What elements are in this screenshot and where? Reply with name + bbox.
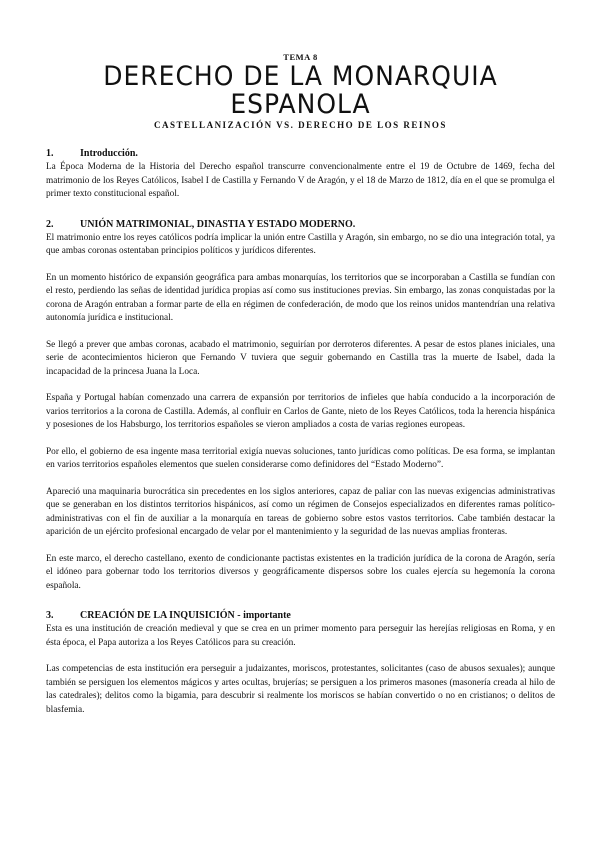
paragraph: La Época Moderna de la Historia del Derecho español transcurre convencionalmente entre el 19 de Octubre de 1469, fecha del matrimonio de los Reyes Católicos, Isabel I de Castilla y Fernando V de Aragón, y el 18 de Marzo de 1812, día en el que se promulga el primer texto constitucional español. bbox=[46, 162, 555, 199]
topic-label: TEMA 8 bbox=[283, 52, 318, 62]
document-subtitle: CASTELLANIZACIÓN VS. DERECHO DE LOS REINOS bbox=[154, 120, 447, 130]
paragraph: En este marco, el derecho castellano, exento de condicionante pactistas existentes en la tradición jurídica de la corona de Aragón, sería el idóneo para gobernar todo los territorios diversos y geográficamente dispersos sobre los cuales ejercía su hegemonía la corona española. bbox=[46, 553, 555, 591]
paragraph: Por ello, el gobierno de esa ingente masa territorial exigía nuevas soluciones, tanto jurídicas como políticas. De esa forma, se implantan en varios territorios españoles elementos que suelen considerarse como definidores del “Estado Moderno”. bbox=[46, 446, 555, 470]
paragraph: Esta es una institución de creación medieval y que se crea en un primer momento para perseguir las herejías religiosas en Roma, y en ésta época, el Papa autoriza a los Reyes Católicos para su creación. bbox=[46, 624, 555, 648]
paragraph: Las competencias de esta institución era perseguir a judaizantes, moriscos, protestantes, solicitantes (caso de abusos sexuales); aunque también se persiguen los elementos mágicos y artes ocultas, brujerías; se persiguen a los primeros masones (masonería creada al hilo de las catedrales); delitos como la bigamia, para descubrir si realmente los moriscos se habían convertido o no en cristianos; o delitos de blasfemia. bbox=[46, 664, 555, 715]
document-title: DERECHO DE LA MONARQUIA ESPANOLA bbox=[103, 60, 498, 120]
section-heading bbox=[46, 147, 555, 160]
paragraph: Apareció una maquinaria burocrática sin precedentes en los siglos anteriores, capaz de paliar con las nuevas exigencias administrativas que se generaban en los distintos territorios hispánicos, así como un régimen de Consejos especializados en diferentes ramas político-administrativas con el fin de auxiliar a la monarquía en tareas de gobierno sobre estos vastos territorios. Cabe también destacar la aparición de un ejército profesional encargado de velar por el mantenimiento y la seguridad de las nuevas amplias fronteras. bbox=[46, 486, 555, 537]
section-union-matrimonial bbox=[46, 218, 555, 594]
paragraph: España y Portugal habían comenzado una carrera de expansión por territorios de infieles que había conducido a la incorporación de varios territorios a la corona de Castilla. Además, al confluir en Carlos de Gante, nieto de los Reyes Católicos, toda la herencia hispánica y posesiones de los Habsburgo, los territorios españoles se vieron ampliados a costa de varias regiones europeas. bbox=[46, 393, 555, 430]
document-header bbox=[46, 0, 555, 131]
paragraph: En un momento histórico de expansión geográfica para ambas monarquías, los territorios que se incorporaban a Castilla se fundían con el resto, perdiendo las señas de identidad jurídica propias así como sus instituciones previas. Sin embargo, las zonas conquistadas por la corona de Aragón entraban a formar parte de ella en régimen de confederación, de modo que los reinos unidos mantendrían una relativa autonomía jurídica e institucional. bbox=[46, 272, 555, 323]
section-number: 3. bbox=[46, 610, 54, 621]
section-number: 1. bbox=[46, 148, 54, 159]
section-heading bbox=[46, 218, 555, 231]
paragraph: Se llegó a prever que ambas coronas, acabado el matrimonio, seguirían por derroteros diferentes. A pesar de estos planes iniciales, una serie de acontecimientos hicieron que Fernando V tuviera que seguir gobernando en Castilla tras la muerte de Isabel, dada la incapacidad de la princesa Juana la Loca. bbox=[46, 339, 555, 377]
section-introduccion bbox=[46, 147, 555, 202]
section-inquisicion bbox=[46, 609, 555, 717]
section-title: UNIÓN MATRIMONIAL, DINASTIA Y ESTADO MODERNO. bbox=[80, 218, 356, 230]
section-number: 2. bbox=[46, 218, 54, 230]
section-title: CREACIÓN DE LA INQUISICIÓN - importante bbox=[80, 610, 291, 621]
paragraph: El matrimonio entre los reyes católicos podría implicar la unión entre Castilla y Aragón, sin embargo, no se dio una integración total, ya que ambas coronas ostentaban principios políticos y jurídicos diferentes. bbox=[46, 232, 555, 256]
section-heading bbox=[46, 609, 555, 622]
section-title: Introducción. bbox=[80, 148, 138, 159]
